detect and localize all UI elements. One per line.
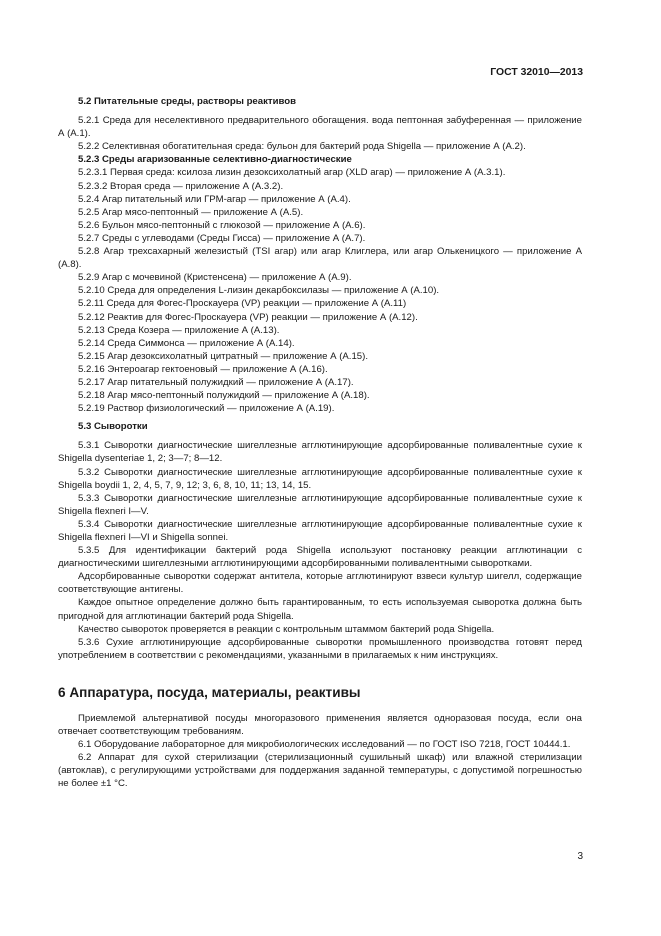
list-item: 5.2.3.2 Вторая среда — приложение А (А.3.2). xyxy=(78,180,284,192)
paragraph-5-2-8: 5.2.8 Агар трехсахарный железистый (TSI агар) или агар Клиглера, или агар Олькеницкого — приложение А (А.8). xyxy=(58,246,582,271)
paragraph-test-guarantee: Каждое опытное определение должно быть гарантированным, то есть используемая сыворотка должна быть пригодной для агглютинации бактерий рода Shigella. xyxy=(58,597,582,622)
paragraph-6-1: 6.1 Оборудование лабораторное для микробиологических исследований — по ГОСТ ISO 7218, ГОСТ 10444.1. xyxy=(78,739,571,751)
list-item: 5.2.3.1 Первая среда: ксилоза лизин дезоксихолатный агар (XLD агар) — приложение А (А.3.1). xyxy=(78,167,506,179)
paragraph-disposable-ware: Приемлемой альтернативой посуды многоразового применения является одноразовая посуда, если она отвечает соответствующим требованиям. xyxy=(58,712,582,738)
list-item: 5.2.13 Среда Козера — приложение А (А.13). xyxy=(78,324,280,336)
paragraph-5-3-5: 5.3.5 Для идентификации бактерий рода Shigella используют постановку реакции агглютинации с диагностическими шигеллезными агглютинирующими адсорбированными поливалентными сыворотками. xyxy=(58,545,582,570)
paragraph-5-3-3: 5.3.3 Сыворотки диагностические шигеллезные агглютинирующие адсорбированные поливалентные сухие к Shigella flexneri I—V. xyxy=(58,492,582,517)
list-item: 5.2.19 Раствор физиологический — приложение А (А.19). xyxy=(78,403,335,415)
list-item: 5.2.14 Среда Симмонса — приложение А (А.14). xyxy=(78,337,295,349)
list-item: 5.2.17 Агар питательный полужидкий — приложение А (А.17). xyxy=(78,376,354,388)
section-5-3-heading: 5.3 Сыворотки xyxy=(78,421,148,433)
list-item: 5.2.4 Агар питательный или ГРМ-агар — приложение А (А.4). xyxy=(78,193,351,205)
list-item: 5.2.15 Агар дезоксихолатный цитратный — приложение А (А.15). xyxy=(78,350,368,362)
paragraph-5-3-4: 5.3.4 Сыворотки диагностические шигеллезные агглютинирующие адсорбированные поливалентные сухие к Shigella flexneri I—VI и Shigella sonnei. xyxy=(58,518,582,543)
paragraph-6-2: 6.2 Аппарат для сухой стерилизации (стерилизационный сушильный шкаф) или влажной стерилизации (автоклав), с регулирующими устройствами для поддержания заданной температуры, с допустимой погрешностью не более ±1 °С. xyxy=(58,752,582,790)
section-5-2-heading: 5.2 Питательные среды, растворы реактивов xyxy=(78,96,297,107)
paragraph-5-3-2: 5.3.2 Сыворотки диагностические шигеллезные агглютинирующие адсорбированные поливалентные сухие к Shigella boydii 1, 2, 4, 5, 7, 9, 12; 3, 6, 8, 10, 11; 13, 14, 15. xyxy=(58,466,582,491)
list-item: 5.2.6 Бульон мясо-пептонный с глюкозой — приложение А (А.6). xyxy=(78,219,366,231)
paragraph-5-3-1: 5.3.1 Сыворотки диагностические шигеллезные агглютинирующие адсорбированные поливалентные сухие к Shigella dysenteriae 1, 2; 3—7; 8—12. xyxy=(58,440,582,465)
list-item: 5.2.18 Агар мясо-пептонный полужидкий — приложение А (А.18). xyxy=(78,390,370,402)
paragraph-5-2-2: 5.2.2 Селективная обогатительная среда: бульон для бактерий рода Shigella — приложение А (А.2). xyxy=(78,141,526,153)
list-item: 5.2.7 Среды с углеводами (Среды Гисса) — приложение А (А.7). xyxy=(78,232,366,244)
section-6-heading: 6 Аппаратура, посуда, материалы, реактивы xyxy=(58,684,361,700)
paragraph-5-3-6: 5.3.6 Сухие агглютинирующие адсорбированные сыворотки промышленного производства готовят перед употреблением в соответствии с рекомендациями, указанными в прилагаемых к ним инструкциях. xyxy=(58,636,582,661)
list-item: 5.2.12 Реактив для Фогес-Проскауера (VP) реакции — приложение А (А.12). xyxy=(78,311,418,323)
paragraph-serum-quality: Качество сывороток проверяется в реакции с контрольным штаммом бактерий рода Shigella. xyxy=(78,623,495,635)
section-5-2-3-heading: 5.2.3 Среды агаризованные селективно-диагностические xyxy=(78,154,352,166)
list-item: 5.2.10 Среда для определения L-лизин декарбоксилазы — приложение А (А.10). xyxy=(78,285,440,297)
list-item: 5.2.5 Агар мясо-пептонный — приложение А (А.5). xyxy=(78,206,304,218)
paragraph-5-2-1: 5.2.1 Среда для неселективного предварительного обогащения. вода пептонная забуференная — приложение А (А.1). xyxy=(58,115,582,140)
list-item: 5.2.11 Среда для Фогес-Проскауера (VP) реакции — приложение А (А.11) xyxy=(78,298,407,310)
list-item: 5.2.16 Энтероагар гектоеновый — приложение А (А.16). xyxy=(78,363,328,375)
page-number: 3 xyxy=(577,851,583,862)
page-content xyxy=(58,95,582,791)
list-item: 5.2.9 Агар с мочевиной (Кристенсена) — приложение А (А.9). xyxy=(78,272,352,284)
document-code: ГОСТ 32010—2013 xyxy=(490,67,583,78)
paragraph-antibodies: Адсорбированные сыворотки содержат антитела, которые агглютинируют взвеси культур шигелл, содержащие соответствующие антигены. xyxy=(58,571,582,596)
